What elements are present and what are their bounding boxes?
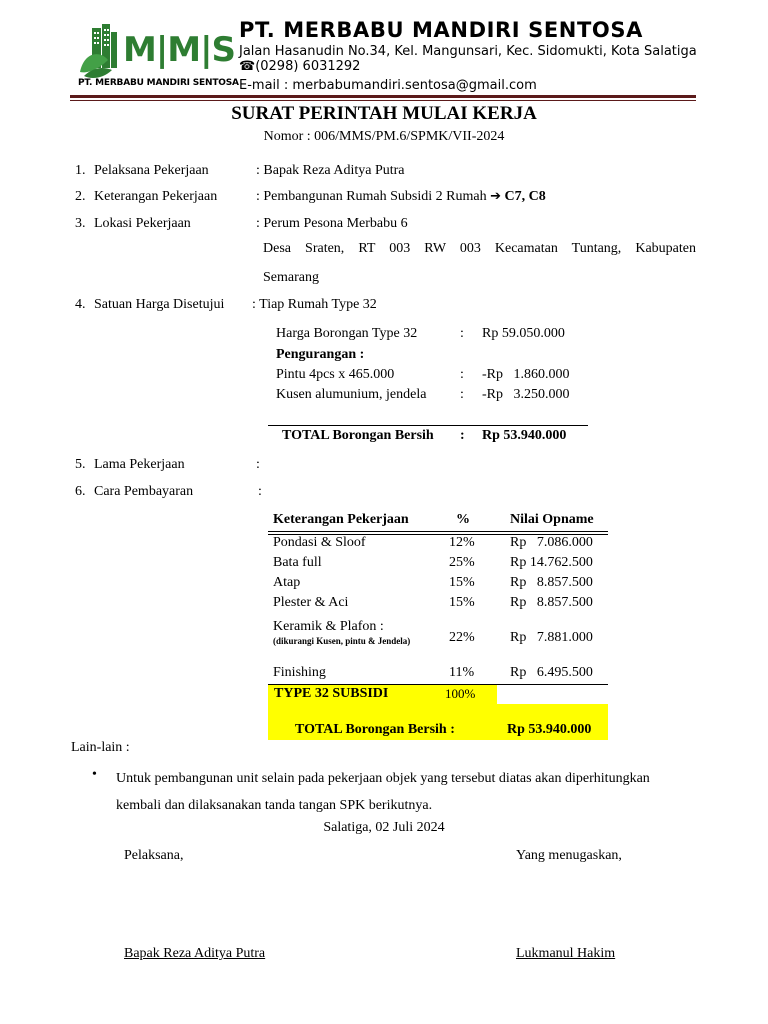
item-6-value: : [258,484,262,499]
item-3-address-line: Desa Sraten, RT 003 RW 003 Kecamatan Tuntang, Kabupaten [263,241,696,256]
table-row-pct: 25% [449,555,475,570]
header-rule-thin [70,100,696,101]
item-1-label: Pelaksana Pekerjaan [94,163,209,178]
table-row-pct: 12% [449,535,475,550]
item-5-number: 5. [75,457,86,472]
table-row-name: Pondasi & Sloof [273,535,366,550]
item-2-value [256,189,546,205]
logo-text: M|M|S [123,30,235,70]
item-5-value: : [256,457,260,472]
total-divider [268,425,588,426]
table-row-name: Plester & Aci [273,595,349,610]
table-row-value: Rp 14.762.500 [510,555,593,570]
table-row-value: Rp 7.881.000 [510,630,593,645]
item-4-value: : Tiap Rumah Type 32 [252,297,377,312]
subtotal-pct: 100% [445,686,476,701]
document-number: Nomor : 006/MMS/PM.6/SPMK/VII-2024 [263,129,505,144]
lain-lain-text: Untuk pembangunan unit selain pada pekerjaan objek yang tersebut diatas akan diperhitungkan kembali dan dilaksanakan tanda tangan SPK berikutnya. [116,771,650,813]
opname-header-pct: % [456,512,470,527]
table-row-name: Bata full [273,555,322,570]
item-3-address-line-2: Semarang [263,270,319,285]
item-2-value-units: C7, C8 [504,189,546,204]
subtotal-label: TYPE 32 SUBSIDI [274,686,389,701]
price-total-colon: : [460,428,465,443]
opname-total-label: TOTAL Borongan Bersih : [295,722,455,737]
table-row-value: Rp 8.857.500 [510,595,593,610]
company-name: PT. MERBABU MANDIRI SENTOSA [239,18,643,42]
item-6-label: Cara Pembayaran [94,484,194,499]
table-row-name: Keramik & Plafon : [273,619,384,634]
header-rule-thick [70,95,696,98]
table-row-value: Rp 7.086.000 [510,535,593,550]
item-6-number: 6. [75,484,86,499]
table-row-value: Rp 8.857.500 [510,575,593,590]
opname-header-value: Nilai Opname [510,512,594,527]
harga-value: Rp 59.050.000 [482,326,565,341]
deduction-1-label: Pintu 4pcs x 465.000 [276,367,395,382]
harga-label: Harga Borongan Type 32 [276,326,418,341]
pengurangan-label: Pengurangan : [276,347,365,362]
item-4-number: 4. [75,297,86,312]
opname-header-rule-1 [268,531,608,532]
left-signer-role: Pelaksana, [124,848,184,863]
price-total-label: TOTAL Borongan Bersih [282,428,434,443]
item-1-value: : Bapak Reza Aditya Putra [256,163,405,178]
item-2-value-text: : Pembangunan Rumah Subsidi 2 Rumah [256,189,487,204]
item-2-label: Keterangan Pekerjaan [94,189,218,204]
item-3-number: 3. [75,216,86,231]
table-row-name: Atap [273,575,301,590]
deduction-2-value: -Rp 3.250.000 [482,387,570,402]
price-total-value: Rp 53.940.000 [482,428,567,443]
deduction-1-value: -Rp 1.860.000 [482,367,570,382]
right-signer-role: Yang menugaskan, [516,848,622,863]
company-address: Jalan Hasanudin No.34, Kel. Mangunsari, Kec. Sidomukti, Kota Salatiga [239,44,697,59]
deduction-2-label: Kusen alumunium, jendela [276,387,427,402]
opname-header-name: Keterangan Pekerjaan [273,512,409,527]
logo-caption: PT. MERBABU MANDIRI SENTOSA [78,78,239,88]
right-signer-name: Lukmanul Hakim [516,946,616,961]
bullet-icon: • [92,767,97,782]
table-row-pct: 15% [449,595,475,610]
item-3-value: : Perum Pesona Merbabu 6 [256,216,408,231]
lain-lain-label: Lain-lain : [71,740,130,755]
item-1-number: 1. [75,163,86,178]
deduction-2-colon: : [460,387,464,402]
opname-total-value: Rp 53.940.000 [507,722,592,737]
table-row-name: Finishing [273,665,326,680]
table-row-pct: 22% [449,630,475,645]
table-row-pct: 11% [449,665,475,680]
arrow-right-icon: ➔ [490,189,502,204]
deduction-1-colon: : [460,367,464,382]
item-2-number: 2. [75,189,86,204]
table-row-note: (dikurangi Kusen, pintu & Jendela) [273,636,411,646]
document-title: SURAT PERINTAH MULAI KERJA [231,103,537,124]
left-signer-name: Bapak Reza Aditya Putra [124,946,266,961]
place-date: Salatiga, 02 Juli 2024 [323,820,445,835]
company-email: E-mail : merbabumandiri.sentosa@gmail.com [239,78,537,93]
company-phone: ☎(0298) 6031292 [239,59,361,74]
item-3-label: Lokasi Pekerjaan [94,216,191,231]
table-row-pct: 15% [449,575,475,590]
item-5-label: Lama Pekerjaan [94,457,185,472]
harga-colon: : [460,326,464,341]
item-4-label: Satuan Harga Disetujui [94,297,225,312]
table-row-value: Rp 6.495.500 [510,665,593,680]
